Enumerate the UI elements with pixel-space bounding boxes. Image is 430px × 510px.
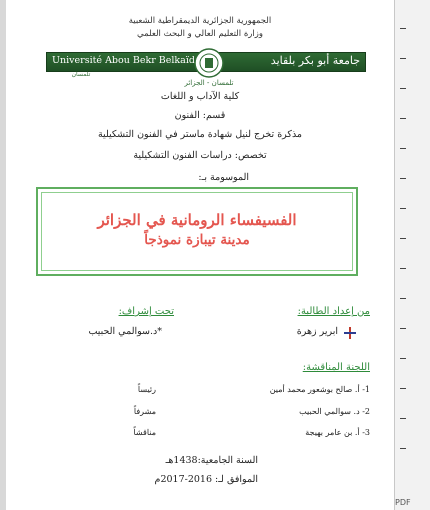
strip-marker (400, 298, 406, 299)
thesis-type-line: مذكرة تخرج لنيل شهادة ماستر في الفنون التشكيلية (97, 129, 303, 140)
strip-marker (400, 58, 406, 59)
strip-marker (400, 388, 406, 389)
corresponding-year: الموافق لـ: 2016-2017م (154, 474, 258, 485)
academic-year: السنة الجامعية:1438هـ (165, 455, 258, 466)
department-line: قسم: الفنون (174, 110, 226, 121)
strip-marker (400, 88, 406, 89)
overlay-pdf-text: PDF (395, 498, 411, 507)
seal-caption: تلمسان - الجزائر (184, 79, 234, 87)
strip-marker (400, 118, 406, 119)
strip-marker (400, 238, 406, 239)
student-label: من إعداد الطالبة: (297, 306, 370, 317)
header-republic: الجمهورية الجزائرية الديمقراطية الشعبية (128, 16, 272, 26)
university-name-fr: Université Abou Bekr Belkaïd (52, 55, 195, 66)
strip-marker (400, 358, 406, 359)
university-seal-icon (194, 48, 224, 78)
committee-member-3: 3- أ. بن عامر بهيجة (305, 428, 370, 437)
committee-role-2: مشرفاً (133, 407, 156, 416)
thesis-title-line1: الفسيفساء الرومانية في الجزائر (97, 211, 297, 229)
university-name-ar: جامعة أبو بكر بلقايد (270, 54, 360, 67)
titled-line: الموسومة بـ: (198, 172, 249, 183)
faculty-line: كلية الآداب و اللغات (160, 91, 240, 102)
strip-marker (400, 28, 406, 29)
plus-marker-icon (344, 327, 356, 339)
editor-side-strip (394, 0, 430, 510)
header-ministry: وزارة التعليم العالي و البحث العلمي (137, 29, 263, 39)
thesis-title-line2: مدينة تيبازة نموذجاً (144, 232, 250, 248)
strip-marker (400, 328, 406, 329)
supervisor-name: *د.سوالمي الحبيب (88, 326, 162, 337)
thesis-title-frame (36, 187, 358, 276)
supervisor-label: تحت إشراف: (118, 306, 174, 317)
committee-role-1: رئيساً (137, 385, 156, 394)
strip-marker (400, 268, 406, 269)
strip-marker (400, 448, 406, 449)
committee-member-1: 1- أ. صالح بوشعور محمد أمين (269, 385, 370, 394)
strip-marker (400, 148, 406, 149)
strip-marker (400, 418, 406, 419)
banner-small-caption: تلمسان (71, 71, 91, 78)
committee-member-2: 2- د. سوالمي الحبيب (299, 407, 370, 416)
document-page (6, 0, 394, 510)
committee-role-3: مناقشاً (133, 428, 156, 437)
committee-label: اللجنة المناقشة: (302, 362, 370, 373)
specialty-line: تخصص: دراسات الفنون التشكيلية (133, 150, 267, 161)
strip-marker (400, 208, 406, 209)
strip-marker (400, 178, 406, 179)
student-name: ابرير زهرة (296, 326, 338, 337)
